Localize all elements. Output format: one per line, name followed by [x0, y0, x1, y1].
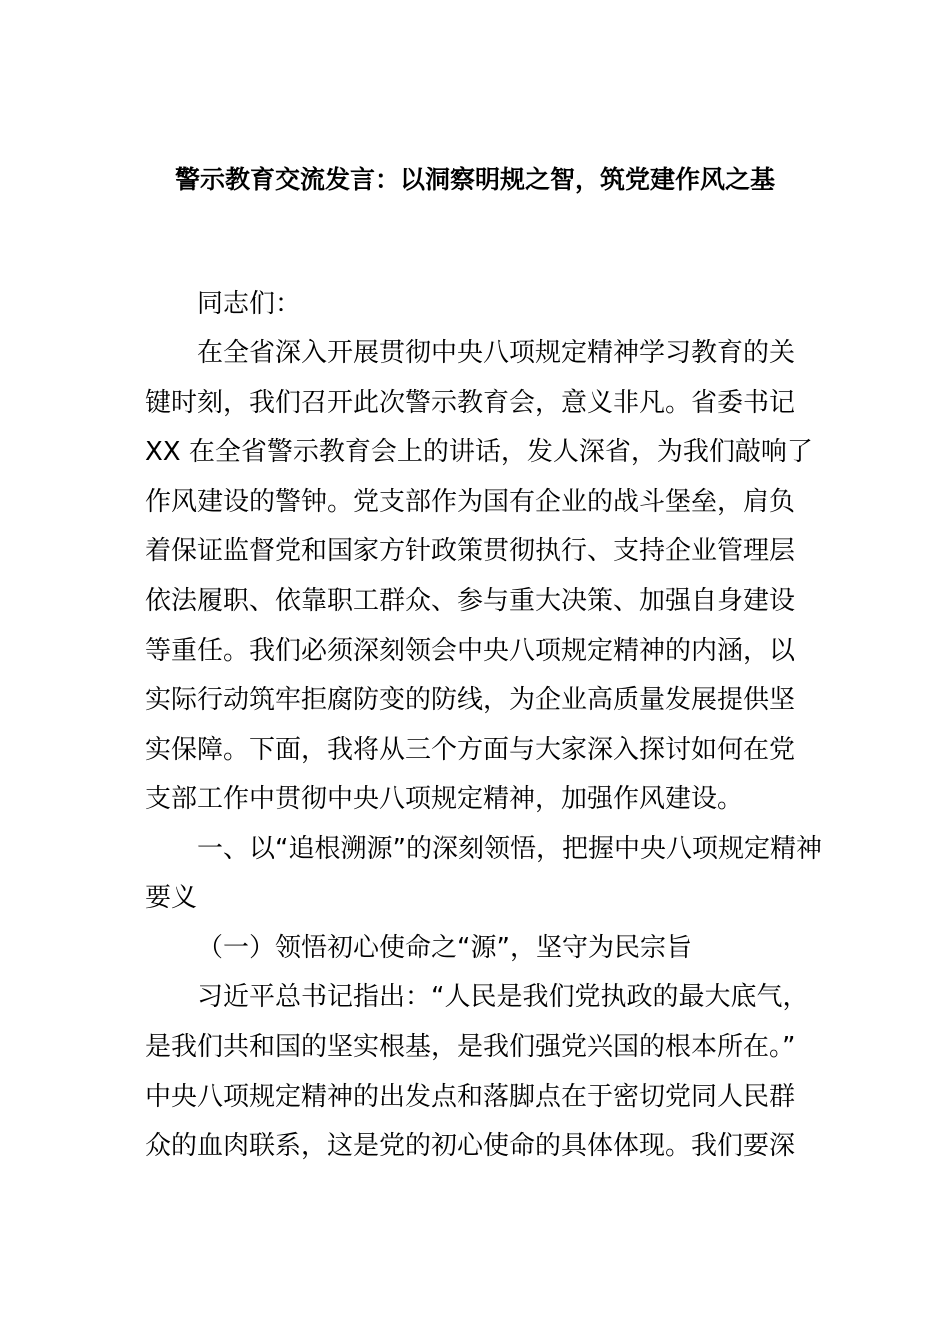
- body-line: 是我们共和国的坚实根基，是我们强党兴国的根本所在。”: [145, 1032, 796, 1062]
- body-line: 实保障。下面，我将从三个方面与大家深入探讨如何在党: [145, 735, 796, 765]
- body-line: 实际行动筑牢拒腐防变的防线，为企业高质量发展提供坚: [145, 685, 796, 715]
- body-line: 在全省深入开展贯彻中央八项规定精神学习教育的关: [197, 338, 796, 368]
- body-line: 作风建设的警钟。党支部作为国有企业的战斗堡垒，肩负: [145, 487, 796, 517]
- body-line: XX 在全省警示教育会上的讲话，发人深省，为我们敲响了: [145, 437, 813, 467]
- body-line: 支部工作中贯彻中央八项规定精神，加强作风建设。: [145, 784, 744, 814]
- document-title: 警示教育交流发言：以洞察明规之智，筑党建作风之基: [174, 165, 775, 194]
- body-line: 中央八项规定精神的出发点和落脚点在于密切党同人民群: [145, 1082, 796, 1112]
- section-heading-line: 一、以“追根溯源”的深刻领悟，把握中央八项规定精神: [197, 834, 822, 864]
- subsection-heading: （一）领悟初心使命之“源”，坚守为民宗旨: [197, 933, 692, 963]
- body-line: 习近平总书记指出：“人民是我们党执政的最大底气，: [197, 982, 809, 1012]
- body-line: 键时刻，我们召开此次警示教育会，意义非凡。省委书记: [145, 388, 796, 418]
- body-line: 着保证监督党和国家方针政策贯彻执行、支持企业管理层: [145, 536, 796, 566]
- body-line: 依法履职、依靠职工群众、参与重大决策、加强自身建设: [145, 586, 796, 616]
- salutation-line: 同志们：: [197, 289, 302, 319]
- section-heading-line: 要义: [145, 883, 198, 913]
- body-line: 众的血肉联系，这是党的初心使命的具体体现。我们要深: [145, 1131, 796, 1161]
- body-line: 等重任。我们必须深刻领会中央八项规定精神的内涵，以: [145, 636, 796, 666]
